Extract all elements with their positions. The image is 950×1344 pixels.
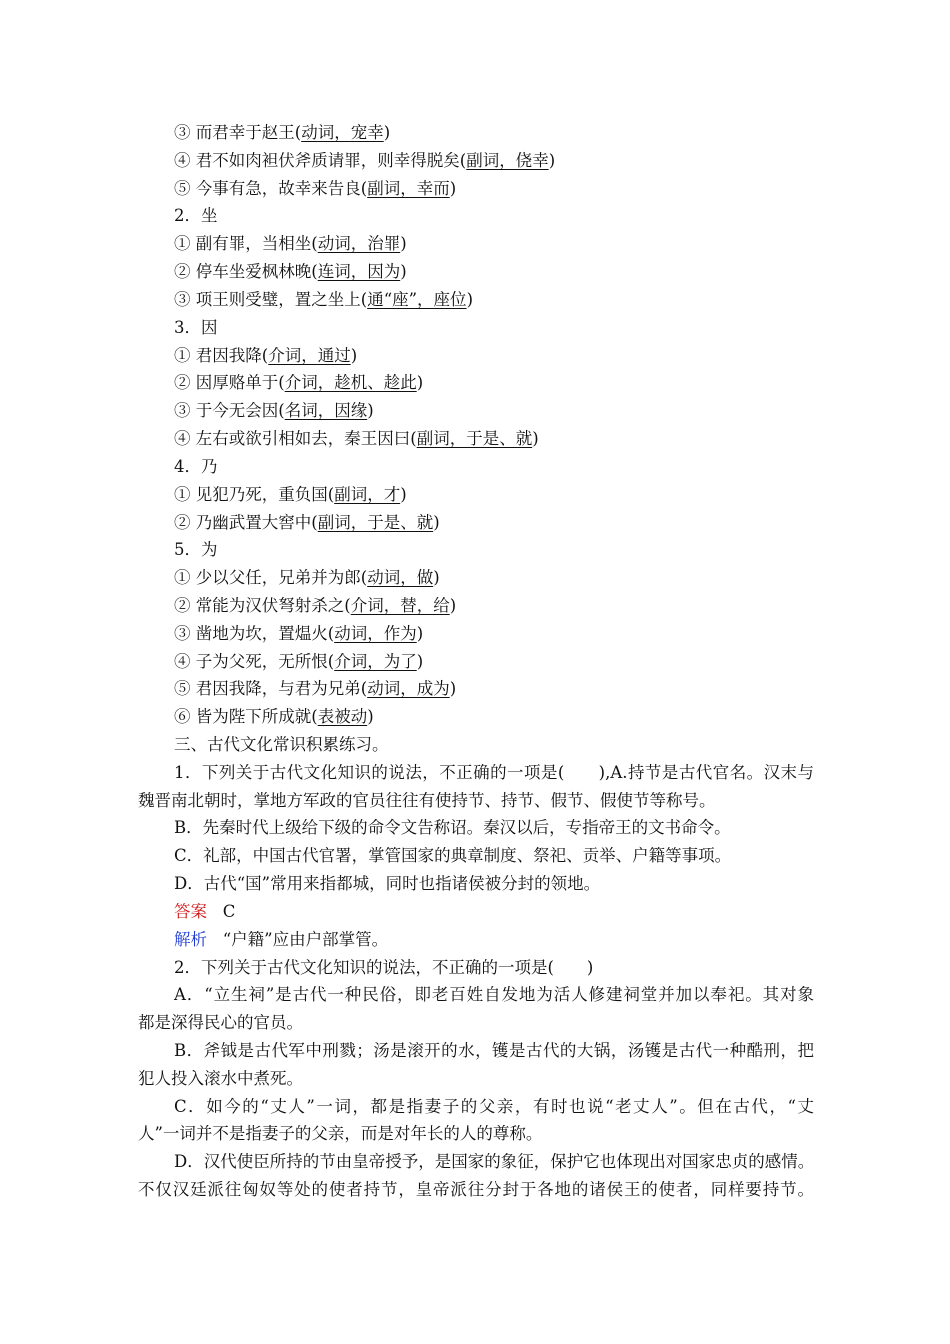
list-item: ③ 凿地为坎，置煴火(动词，作为) <box>174 624 424 643</box>
list-item: ③ 于今无会因(名词，因缘) <box>174 401 374 420</box>
question-1-option-c: C．礼部，中国古代官署，掌管国家的典章制度、祭祀、贡举、户籍等事项。 <box>174 846 732 865</box>
section-heading: 三、古代文化常识积累练习。 <box>174 735 389 754</box>
question-2-stem: 2．下列关于古代文化知识的说法，不正确的一项是( ) <box>174 958 594 977</box>
list-item: ② 乃幽武置大窖中(副词，于是、就) <box>174 513 440 532</box>
answer-label: 答案 <box>174 902 207 921</box>
question-2-option-b-cont: 犯人投入滚水中煮死。 <box>138 1069 303 1088</box>
question-2-option-b: B．斧钺是古代军中刑戮；汤是滚开的水，镬是古代的大锅，汤镬是古代一种酷刑，把 <box>174 1041 814 1060</box>
question-2-option-d: D．汉代使臣所持的节由皇帝授予，是国家的象征，保护它也体现出对国家忠贞的感情。 <box>174 1152 815 1171</box>
list-item: ④ 子为父死，无所恨(介词，为了) <box>174 652 424 671</box>
list-item: ② 停车坐爱枫林晚(连词，因为) <box>174 262 407 281</box>
question-1-stem-cont: 魏晋南北朝时，掌地方军政的官员往往有使持节、持节、假节、假使节等称号。 <box>138 791 716 810</box>
list-item: ④ 左右或欲引相如去，秦王因曰(副词，于是、就) <box>174 429 539 448</box>
question-1-option-d: D．古代“国”常用来指都城，同时也指诸侯被分封的领地。 <box>174 874 601 893</box>
list-item: ② 因厚赂单于(介词，趁机、趁此) <box>174 373 424 392</box>
word-heading: 5．为 <box>174 540 218 559</box>
list-item: ③ 而君幸于赵王(动词，宠幸) <box>174 123 391 142</box>
list-item: ⑥ 皆为陛下所成就(表被动) <box>174 707 374 726</box>
question-2-option-c-cont: 人”一词并不是指妻子的父亲，而是对年长的人的尊称。 <box>138 1124 543 1143</box>
analysis-label: 解析 <box>174 930 207 949</box>
list-item: ① 副有罪，当相坐(动词，治罪) <box>174 234 407 253</box>
answer-row <box>174 902 235 922</box>
analysis-text: “户籍”应由户部掌管。 <box>222 930 389 949</box>
list-item: ① 少以父任，兄弟并为郎(动词，做) <box>174 568 440 587</box>
question-2-option-c: C．如今的“丈人”一词，都是指妻子的父亲，有时也说“老丈人”。但在古代，“丈 <box>174 1097 814 1116</box>
word-heading: 3．因 <box>174 318 218 337</box>
question-2-option-a-cont: 都是深得民心的官员。 <box>138 1013 303 1032</box>
question-2-option-d-cont: 不仅汉廷派往匈奴等处的使者持节，皇帝派往分封于各地的诸侯王的使者，同样要持节。 <box>138 1180 814 1199</box>
list-item: ⑤ 君因我降，与君为兄弟(动词，成为) <box>174 679 457 698</box>
list-item: ④ 君不如肉袒伏斧质请罪，则幸得脱矣(副词，侥幸) <box>174 151 556 170</box>
question-1-option-b: B．先秦时代上级给下级的命令文告称诏。秦汉以后，专指帝王的文书命令。 <box>174 818 731 837</box>
question-2-option-a: A．“立生祠”是古代一种民俗，即老百姓自发地为活人修建祠堂并加以奉祀。其对象 <box>174 985 814 1004</box>
word-heading: 2．坐 <box>174 206 218 225</box>
list-item: ① 君因我降(介词，通过) <box>174 346 358 365</box>
list-item: ② 常能为汉伏弩射杀之(介词，替，给) <box>174 596 457 615</box>
analysis-row <box>174 930 388 950</box>
list-item: ⑤ 今事有急，故幸来告良(副词，幸而) <box>174 179 457 198</box>
list-item: ③ 项王则受璧，置之坐上(通“座”，座位) <box>174 290 473 309</box>
list-item: ① 见犯乃死，重负国(副词，才) <box>174 485 407 504</box>
word-heading: 4．乃 <box>174 457 218 476</box>
question-1-stem: 1．下列关于古代文化知识的说法，不正确的一项是( ),A.持节是古代官名。汉末与 <box>174 763 814 782</box>
answer-value: C <box>222 902 236 921</box>
